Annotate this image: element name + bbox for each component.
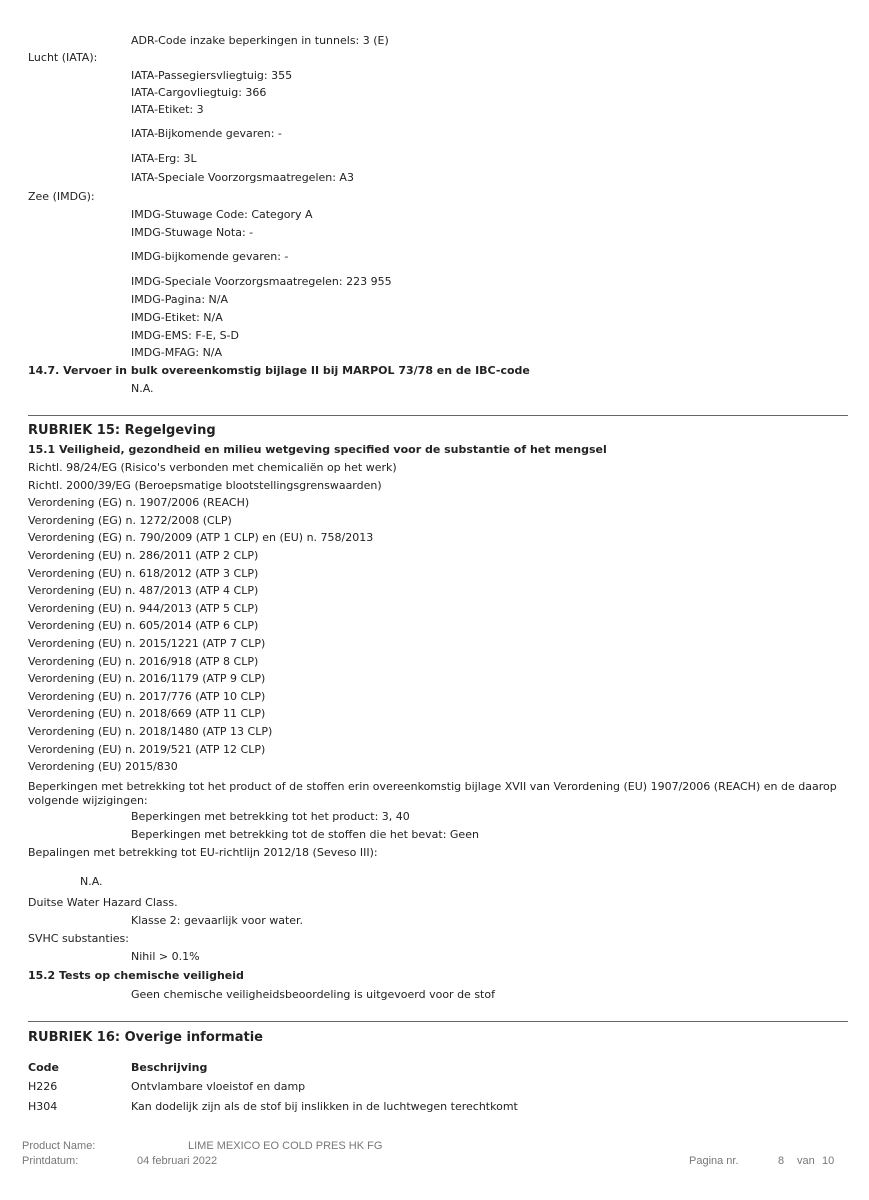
svhc-value: Nihil > 0.1% [131,950,200,963]
bulk-transport-heading: 14.7. Vervoer in bulk overeenkomstig bijlage II bij MARPOL 73/78 en de IBC-code [28,364,530,377]
adr-tunnel-code: ADR-Code inzake beperkingen in tunnels: 3 (E) [131,34,389,47]
section-divider [28,1021,848,1022]
svhc-label: SVHC substanties: [28,932,129,945]
section-16-title: RUBRIEK 16: Overige informatie [28,1030,263,1045]
imdg-stowage-note: IMDG-Stuwage Nota: - [131,226,254,239]
regulation-item: Richtl. 98/24/EG (Risico's verbonden met chemicaliën op het werk) [28,461,397,474]
iata-erg: IATA-Erg: 3L [131,152,197,165]
regulation-item: Verordening (EG) n. 1272/2008 (CLP) [28,513,232,527]
imdg-mfag: IMDG-MFAG: N/A [131,346,223,359]
regulation-item: Verordening (EG) n. 790/2009 (ATP 1 CLP) en (EU) n. 758/2013 [28,531,374,545]
footer-print-label: Printdatum: [22,1155,79,1167]
section-15-2-heading: 15.2 Tests op chemische veiligheid [28,969,244,982]
regulation-item: Verordening (EU) n. 2016/1179 (ATP 9 CLP) [28,672,266,686]
water-hazard-label: Duitse Water Hazard Class. [28,896,178,909]
sea-transport-label: Zee (IMDG): [28,190,95,203]
section-15-1-heading: 15.1 Veiligheid, gezondheid en milieu wetgeving specified voor de substantie of het mengsel [28,443,607,456]
regulation-item: Verordening (EG) n. 1907/2006 (REACH) [28,496,250,510]
imdg-stowage-code: IMDG-Stuwage Code: Category A [131,208,313,221]
regulation-item: Verordening (EU) n. 2016/918 (ATP 8 CLP) [28,654,259,668]
imdg-ems: IMDG-EMS: F-E, S-D [131,329,239,342]
regulation-item: Verordening (EU) n. 618/2012 (ATP 3 CLP) [28,566,259,580]
footer-product-value: LIME MEXICO EO COLD PRES HK FG [188,1140,383,1152]
section-15-2-value: Geen chemische veiligheidsbeoordeling is uitgevoerd voor de stof [131,988,495,1001]
seveso-text: Bepalingen met betrekking tot EU-richtlijn 2012/18 (Seveso III): [28,846,378,859]
table-row-code: H226 [28,1080,58,1093]
table-row-description: Ontvlambare vloeistof en damp [131,1080,306,1093]
regulation-item: Verordening (EU) n. 2019/521 (ATP 12 CLP) [28,742,266,756]
imdg-special-provisions: IMDG-Speciale Voorzorgsmaatregelen: 223 955 [131,275,392,288]
table-row-description: Kan dodelijk zijn als de stof bij inslikken in de luchtwegen terechtkomt [131,1100,518,1113]
iata-label: IATA-Etiket: 3 [131,103,204,116]
regulation-item: Verordening (EU) n. 2015/1221 (ATP 7 CLP) [28,637,266,650]
iata-subsidiary-hazards: IATA-Bijkomende gevaren: - [131,127,282,140]
imdg-page: IMDG-Pagina: N/A [131,293,228,306]
table-header-code: Code [28,1061,59,1074]
restriction-substances: Beperkingen met betrekking tot de stoffen die het bevat: Geen [131,828,479,841]
regulation-item: Verordening (EU) n. 487/2013 (ATP 4 CLP) [28,584,259,598]
footer-print-value: 04 februari 2022 [137,1155,218,1167]
iata-cargo: IATA-Cargovliegtuig: 366 [131,86,267,99]
imdg-label: IMDG-Etiket: N/A [131,311,223,324]
footer-page-of-label: van [797,1155,815,1167]
restrictions-text: Beperkingen met betrekking tot het product of de stoffen erin overeenkomstig bijlage XVII van Verordening (EU) 1907/2006 (REACH) en de daarop volgende wijzigingen: [28,780,837,807]
regulation-item: Verordening (EU) n. 944/2013 (ATP 5 CLP) [28,601,259,615]
footer-page-total: 10 [822,1155,835,1167]
bulk-transport-value: N.A. [131,382,154,395]
restriction-product: Beperkingen met betrekking tot het product: 3, 40 [131,810,410,823]
regulation-item: Verordening (EU) n. 2018/669 (ATP 11 CLP) [28,707,266,721]
regulation-item: Verordening (EU) n. 2018/1480 (ATP 13 CLP) [28,725,273,738]
regulation-item: Verordening (EU) n. 605/2014 (ATP 6 CLP) [28,619,259,633]
section-15-title: RUBRIEK 15: Regelgeving [28,423,216,438]
footer-page-label: Pagina nr. [689,1155,739,1167]
footer-page-number: 8 [778,1155,785,1167]
regulation-item: Verordening (EU) n. 286/2011 (ATP 2 CLP) [28,549,259,562]
regulation-item: Verordening (EU) 2015/830 [28,760,178,774]
table-header-description: Beschrijving [131,1061,208,1074]
table-row-code: H304 [28,1100,58,1113]
air-transport-label: Lucht (IATA): [28,51,98,64]
water-hazard-value: Klasse 2: gevaarlijk voor water. [131,914,304,927]
iata-special-provisions: IATA-Speciale Voorzorgsmaatregelen: A3 [131,171,354,184]
section-divider [28,415,848,416]
footer-product-label: Product Name: [22,1140,96,1152]
seveso-value: N.A. [80,875,103,888]
regulation-item: Verordening (EU) n. 2017/776 (ATP 10 CLP) [28,689,266,703]
iata-passenger: IATA-Passegiersvliegtuig: 355 [131,69,293,82]
imdg-subsidiary-hazards: IMDG-bijkomende gevaren: - [131,250,289,263]
regulation-item: Richtl. 2000/39/EG (Beroepsmatige blootstellingsgrenswaarden) [28,478,382,492]
